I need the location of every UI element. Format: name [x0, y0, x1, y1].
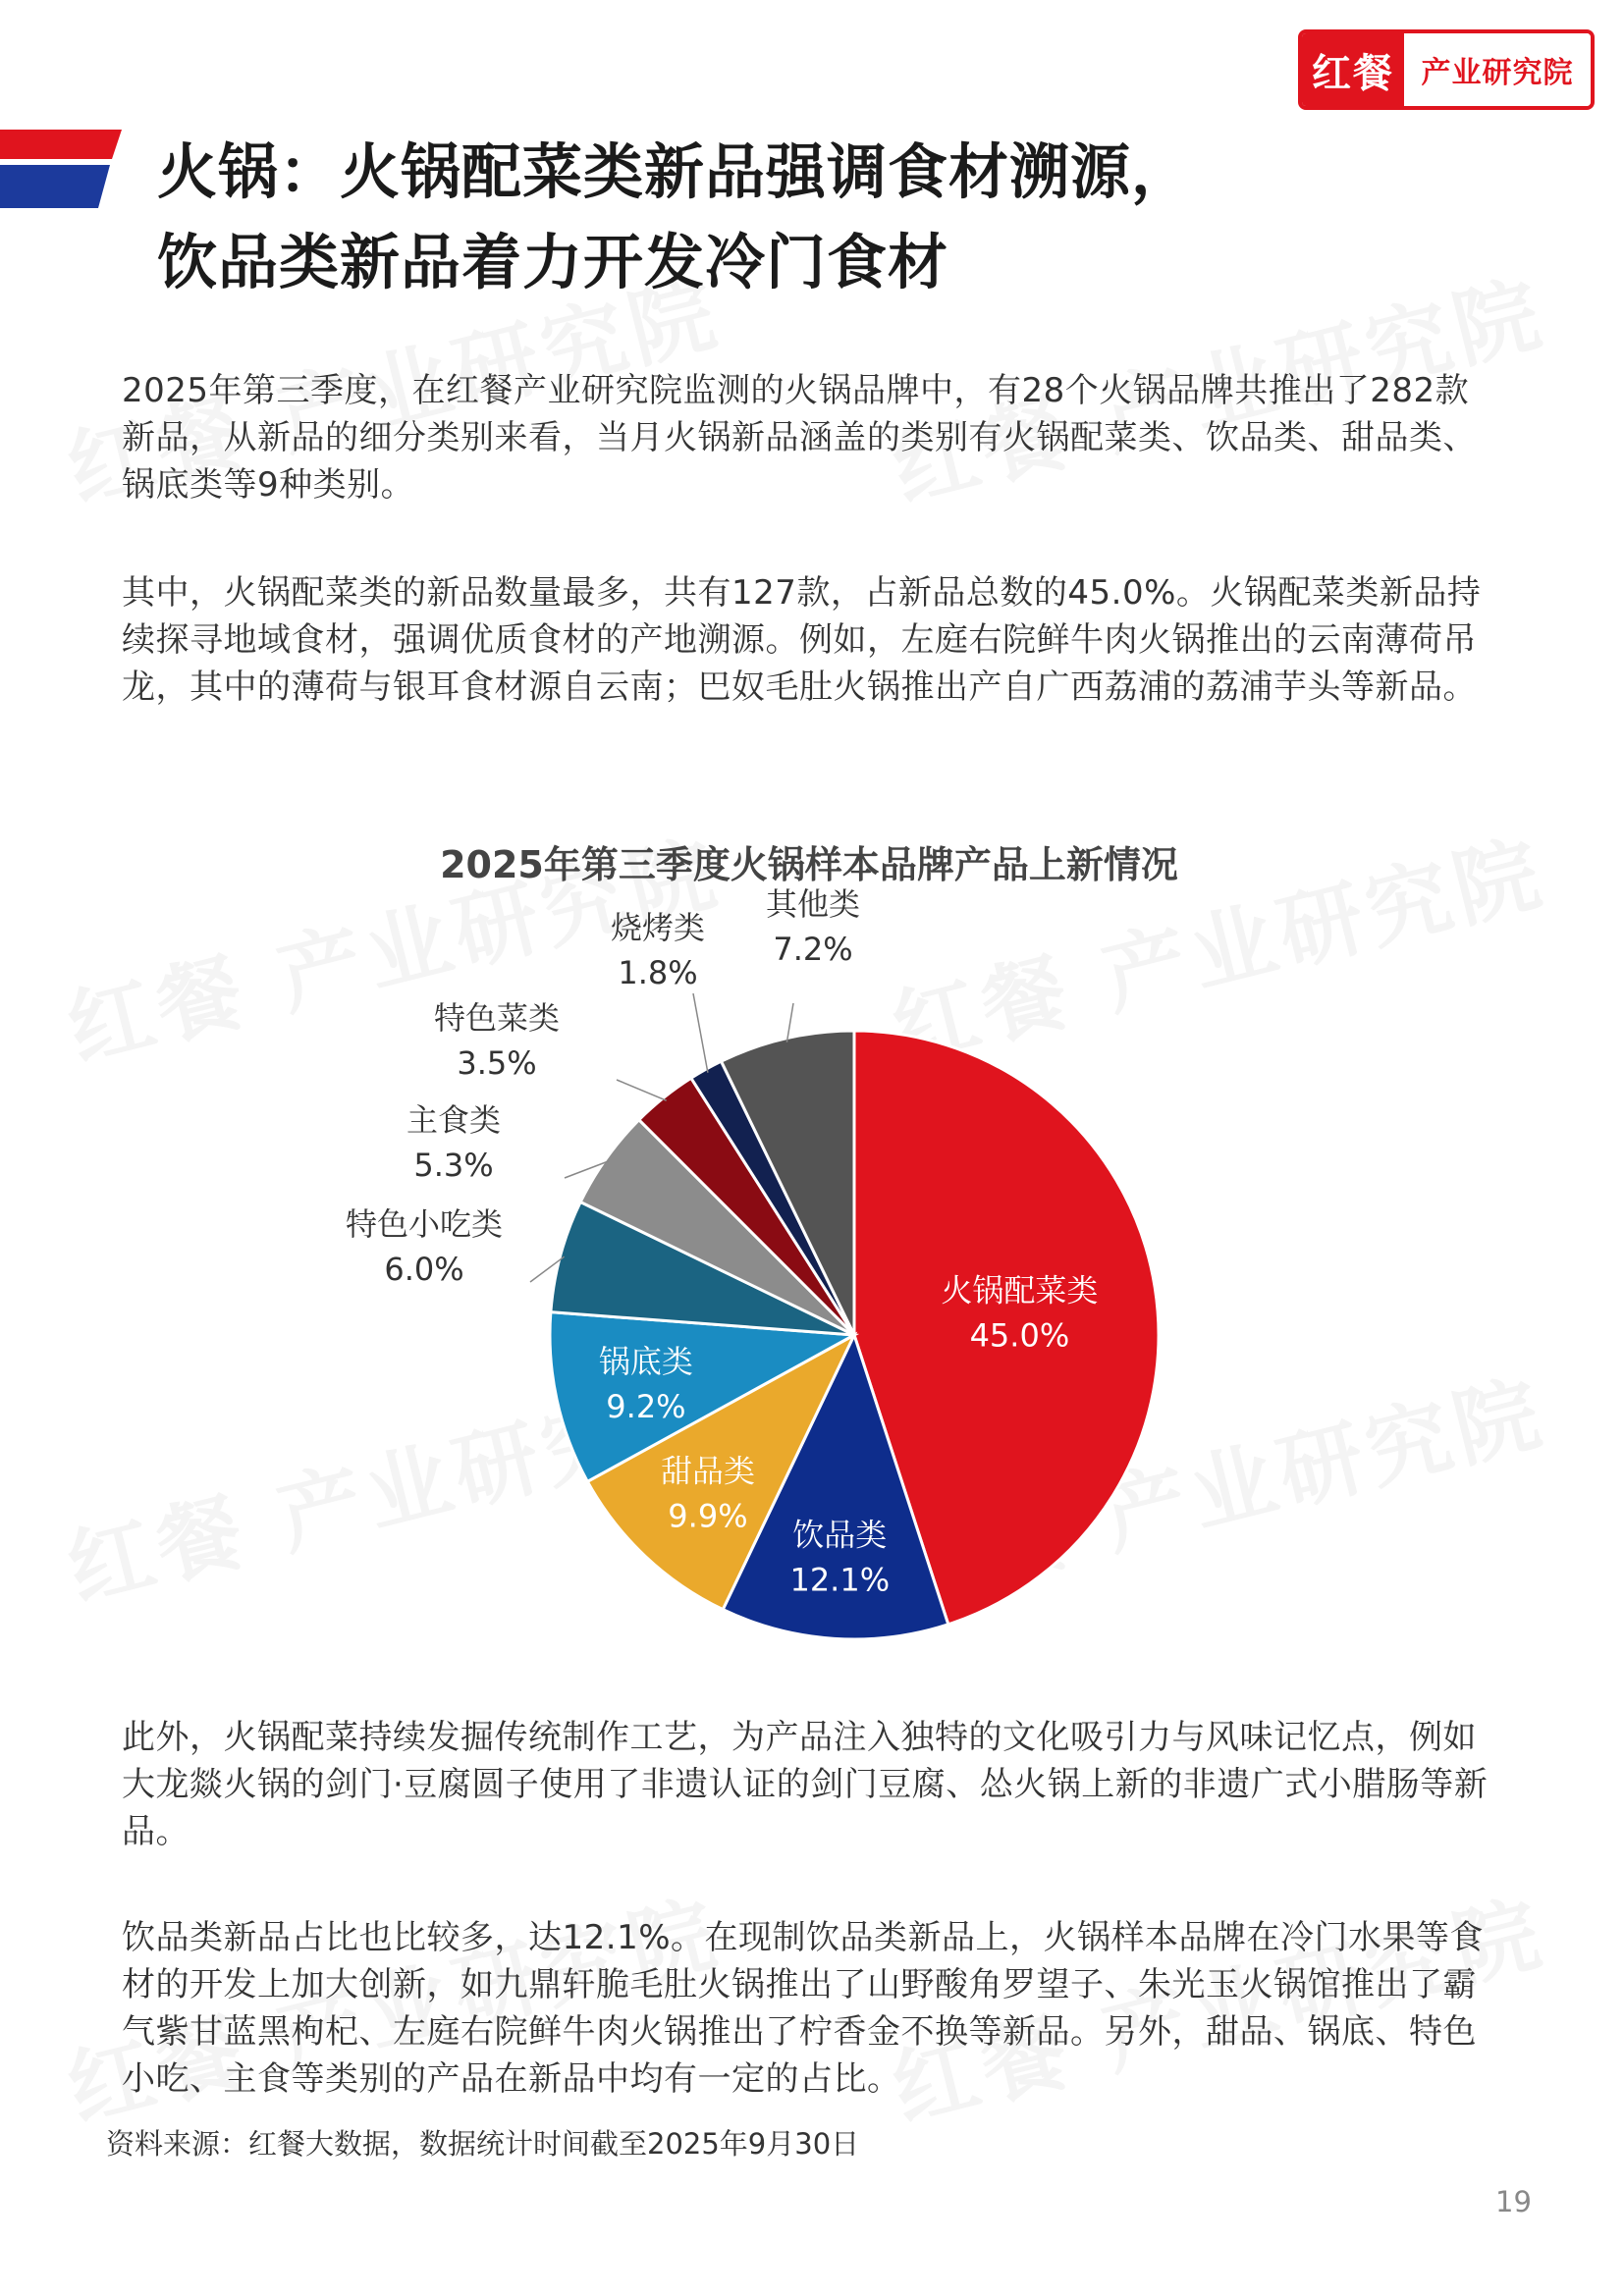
logo-sub: 产业研究院 — [1404, 33, 1591, 106]
slice-label: 火锅配菜类 — [941, 1271, 1099, 1309]
slice-label: 甜品类 — [660, 1452, 755, 1490]
slice-label: 锅底类 — [598, 1343, 693, 1381]
leader-line — [693, 993, 708, 1073]
slice-label: 主食类 — [406, 1101, 502, 1139]
slice-value-label: 9.2% — [606, 1388, 686, 1426]
page-title-line2: 饮品类新品着力开发冷门食材 — [157, 228, 949, 297]
slice-label: 特色菜类 — [433, 999, 561, 1037]
paragraph-intro: 2025年第三季度，在红餐产业研究院监测的火锅品牌中，有28个火锅品牌共推出了282款新品，从新品的细分类别来看，当月火锅新品涵盖的类别有火锅配菜类、饮品类、甜品类、锅底类等9种类别。 — [122, 371, 1477, 505]
page-number: 19 — [1495, 2185, 1532, 2218]
slice-value-label: 7.2% — [773, 931, 853, 968]
slice-label: 其他类 — [765, 885, 861, 923]
slice-label: 饮品类 — [792, 1516, 888, 1554]
paragraph-beverages: 饮品类新品占比也比较多，达12.1%。在现制饮品类新品上，火锅样本品牌在冷门水果等食材的开发上加大创新，如九鼎轩脆毛肚火锅推出了山野酸角罗望子、朱光玉火锅馆推出了霸气紫甘蓝黑枸杞、左庭右院鲜牛肉火锅推出了柠香金不换等新品。另外，甜品、锅底、特色小吃、主食等类别的产品在新品中均有一定的占比。 — [122, 1918, 1485, 2099]
chart-title: 2025年第三季度火锅样本品牌产品上新情况 — [440, 843, 1178, 886]
slice-value-label: 6.0% — [384, 1251, 464, 1288]
slice-value-label: 1.8% — [618, 954, 698, 991]
logo-main: 红餐 — [1302, 33, 1404, 106]
slice-value-label: 9.9% — [668, 1497, 748, 1535]
paragraph-hotpot-sides: 其中，火锅配菜类的新品数量最多，共有127款，占新品总数的45.0%。火锅配菜类新品持续探寻地域食材，强调优质食材的产地溯源。例如，左庭右院鲜牛肉火锅推出的云南薄荷吊龙，其中的薄荷与银耳食材源自云南；巴奴毛肚火锅推出产自广西荔浦的荔浦芋头等新品。 — [122, 573, 1482, 707]
slice-value-label: 12.1% — [789, 1561, 891, 1599]
slice-label: 烧烤类 — [610, 909, 706, 946]
leader-line — [617, 1080, 667, 1100]
paragraph-traditional-craft: 此外，火锅配菜持续发掘传统制作工艺，为产品注入独特的文化吸引力与风味记忆点，例如大龙燚火锅的剑门·豆腐圆子使用了非遗认证的剑门豆腐、怂火锅上新的非遗广式小腊肠等新品。 — [122, 1718, 1489, 1851]
slice-value-label: 45.0% — [969, 1316, 1070, 1355]
page-title-line1: 火锅：火锅配菜类新品强调食材溯源， — [157, 137, 1193, 207]
slice-value-label: 5.3% — [413, 1147, 494, 1184]
slice-label: 特色小吃类 — [345, 1205, 504, 1243]
data-source: 资料来源：红餐大数据，数据统计时间截至2025年9月30日 — [106, 2127, 860, 2161]
slice-value-label: 3.5% — [457, 1044, 537, 1082]
